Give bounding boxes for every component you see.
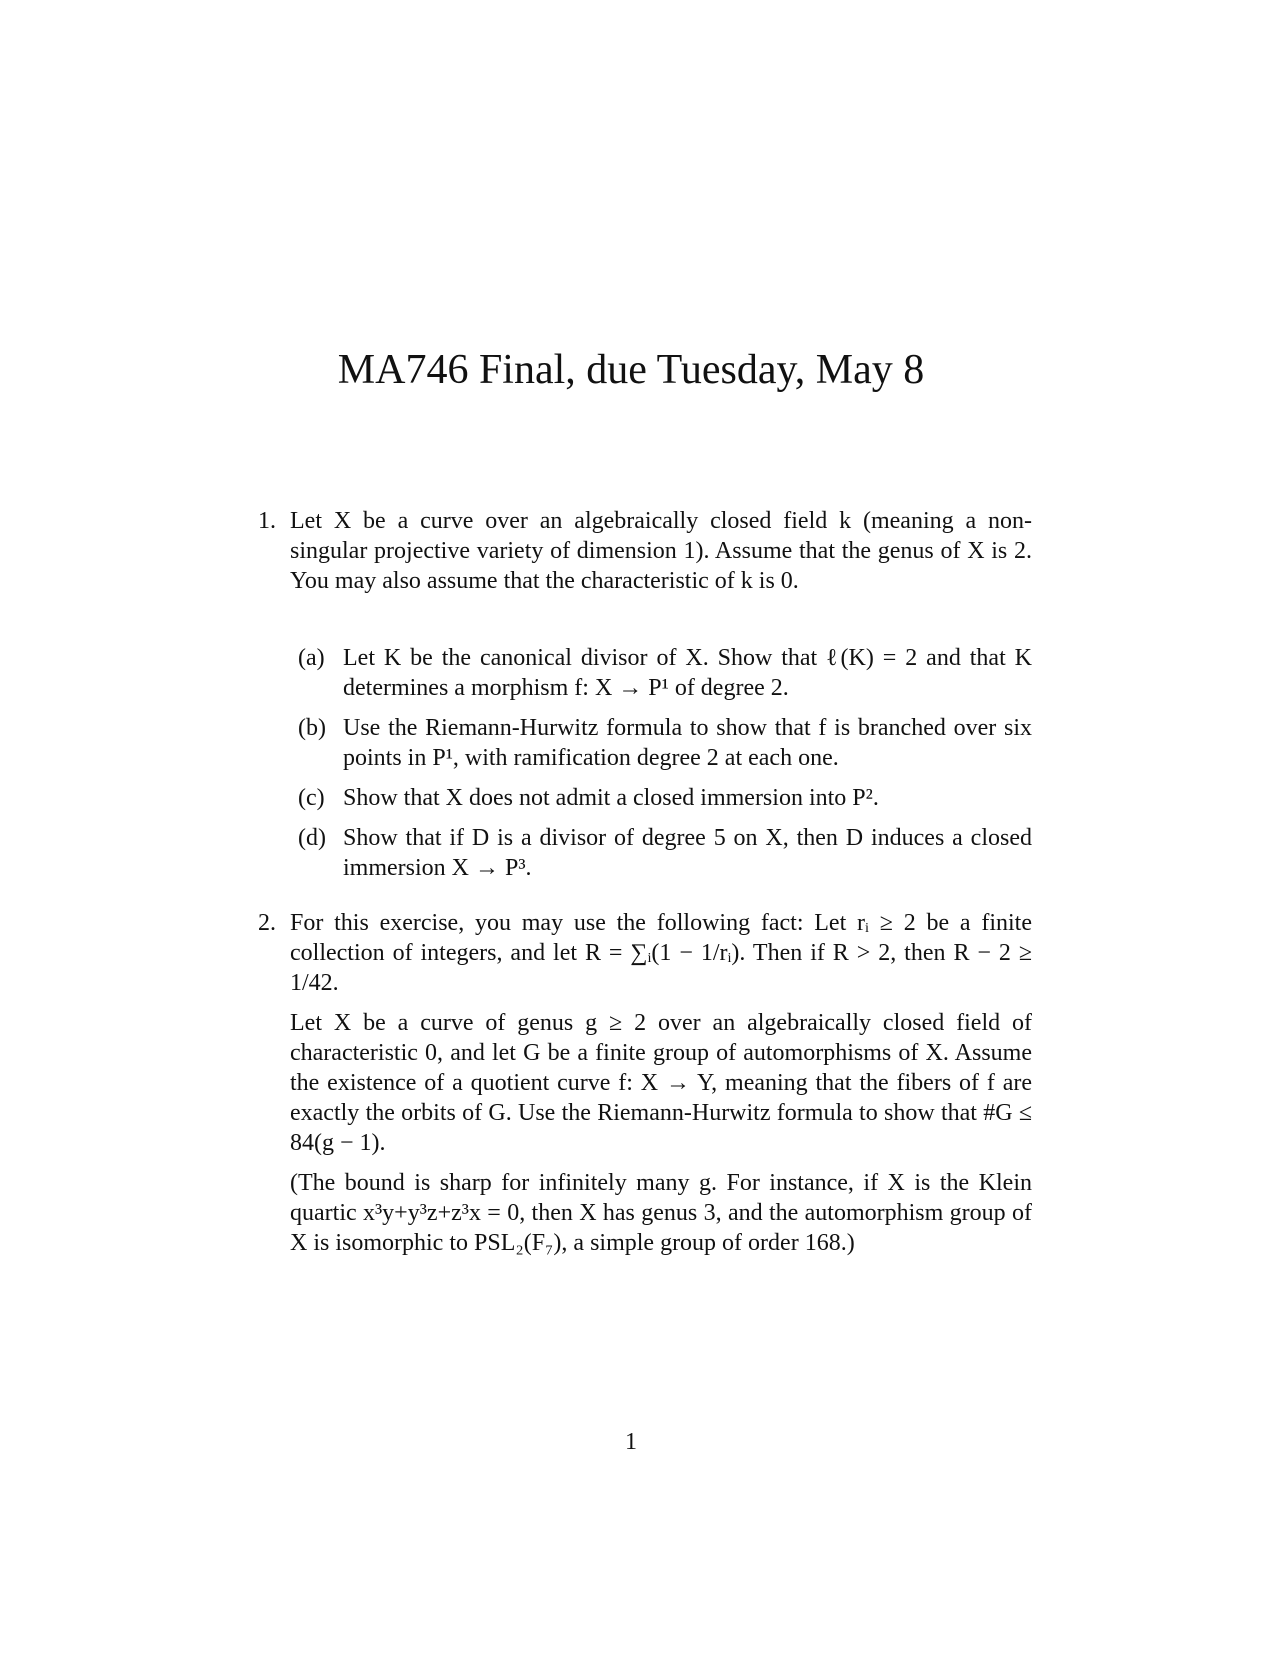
part-label: (a)	[298, 645, 325, 671]
part-label: (c)	[298, 785, 325, 811]
problem-number: 1.	[258, 508, 276, 534]
part-c	[290, 783, 1032, 813]
part-d	[290, 823, 1032, 883]
problem-2-statement: Let X be a curve of genus g ≥ 2 over an algebraically closed field of characteristic 0, and let G be a finite group of automorphisms of X. Assume the existence of a quotient curve f: X → Y, meaning that the fibers of f are exactly the orbits of G. Use the Riemann-Hurwitz formula to show that #G ≤ 84(g − 1).	[290, 1010, 1032, 1156]
part-b	[290, 713, 1032, 773]
problem-2	[258, 908, 1032, 1258]
part-text: Show that X does not admit a closed immersion into P².	[343, 785, 879, 811]
page-number: 1	[625, 1429, 637, 1455]
part-label: (d)	[298, 825, 326, 851]
part-text: Use the Riemann-Hurwitz formula to show that f is branched over six points in P¹, with ramification degree 2 at each one.	[343, 715, 1032, 771]
problem-1	[258, 506, 1032, 596]
document-title: MA746 Final, due Tuesday, May 8	[337, 347, 925, 393]
problem-1-parts	[290, 643, 1032, 883]
part-label: (b)	[298, 715, 326, 741]
problem-1-intro: Let X be a curve over an algebraically closed field k (meaning a non-singular projective variety of dimension 1). Assume that the genus of X is 2. You may also assume that the characteristic of k is 0.	[290, 508, 1032, 594]
problem-2-fact: For this exercise, you may use the following fact: Let rᵢ ≥ 2 be a finite collection of integers, and let R = ∑ᵢ(1 − 1/rᵢ). Then if R > 2, then R − 2 ≥ 1/42.	[290, 910, 1032, 996]
part-text: Show that if D is a divisor of degree 5 on X, then D induces a closed immersion X → P³.	[343, 825, 1032, 881]
problem-number: 2.	[258, 910, 276, 936]
problem-2-remark: (The bound is sharp for infinitely many g. For instance, if X is the Klein quartic x³y+y³z+z³x = 0, then X has genus 3, and the automorphism group of X is isomorphic to PSL₂(F₇), a simple group of order 168.)	[290, 1170, 1032, 1256]
part-text: Let K be the canonical divisor of X. Show that ℓ(K) = 2 and that K determines a morphism f: X → P¹ of degree 2.	[343, 645, 1032, 701]
part-a	[290, 643, 1032, 703]
